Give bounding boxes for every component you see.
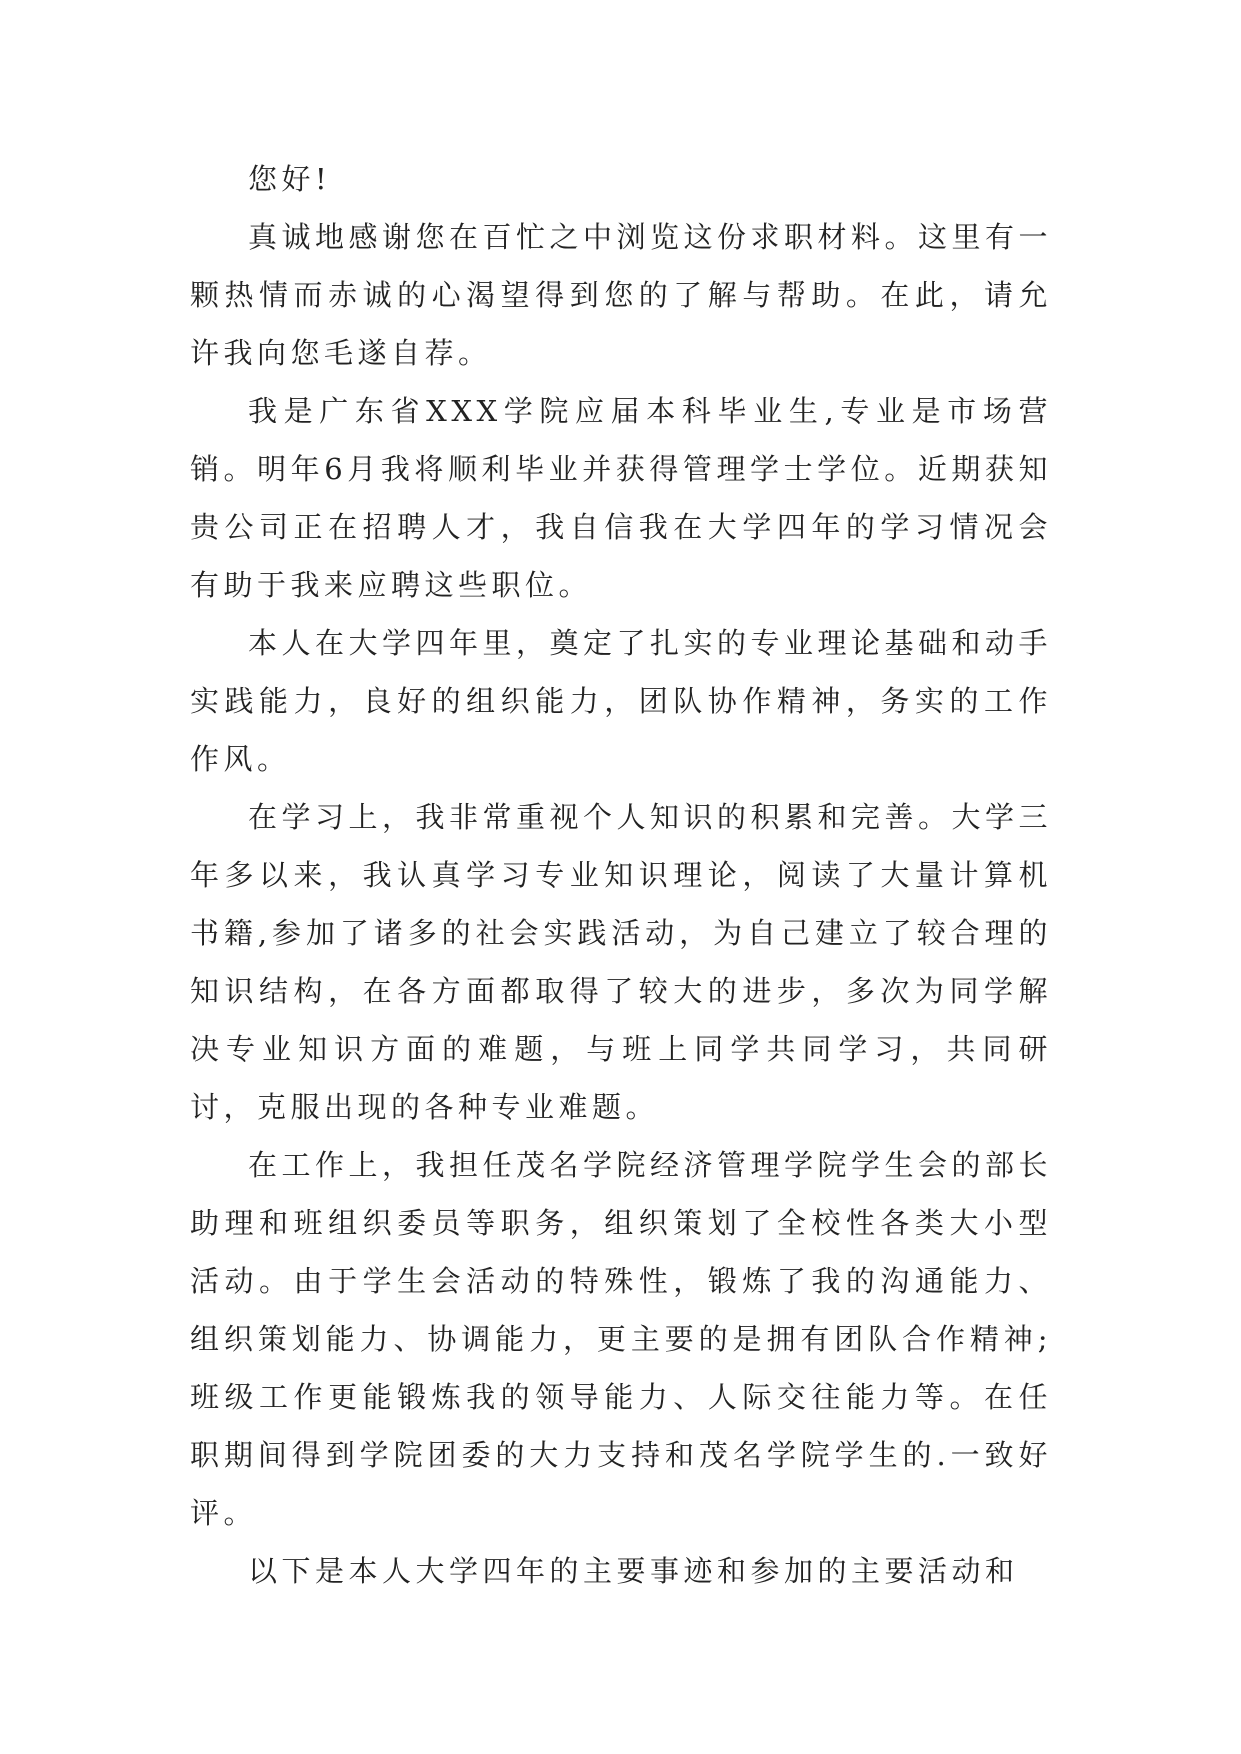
greeting-paragraph: 您好!	[248, 162, 332, 196]
skills-paragraph: 本人在大学四年里，奠定了扎实的专业理论基础和动手实践能力，良好的组织能力，团队协作精神，务实的工作作风。	[190, 626, 1053, 776]
work-paragraph: 在工作上，我担任茂名学院经济管理学院学生会的部长助理和班组织委员等职务，组织策划了全校性各类大小型活动。由于学生会活动的特殊性，锻炼了我的沟通能力、组织策划能力、协调能力，更主要的是拥有团队合作精神;班级工作更能锻炼我的领导能力、人际交往能力等。在任职期间得到学院团委的大力支持和茂名学院学生的.一致好评。	[190, 1148, 1053, 1530]
background-paragraph: 我是广东省XXX学院应届本科毕业生,专业是市场营销。明年6月我将顺利毕业并获得管理学士学位。近期获知贵公司正在招聘人才，我自信我在大学四年的学习情况会有助于我来应聘这些职位。	[190, 394, 1052, 602]
intro-paragraph: 真诚地感谢您在百忙之中浏览这份求职材料。这里有一颗热情而赤诚的心渴望得到您的了解与帮助。在此，请允许我向您毛遂自荐。	[190, 220, 1053, 370]
study-paragraph: 在学习上，我非常重视个人知识的积累和完善。大学三年多以来，我认真学习专业知识理论，阅读了大量计算机书籍,参加了诸多的社会实践活动，为自己建立了较合理的知识结构，在各方面都取得了较大的进步，多次为同学解决专业知识方面的难题，与班上同学共同学习，共同研讨，克服出现的各种专业难题。	[190, 800, 1053, 1124]
letter-body	[190, 150, 1052, 1600]
activities-paragraph: 以下是本人大学四年的主要事迹和参加的主要活动和	[248, 1554, 1019, 1588]
